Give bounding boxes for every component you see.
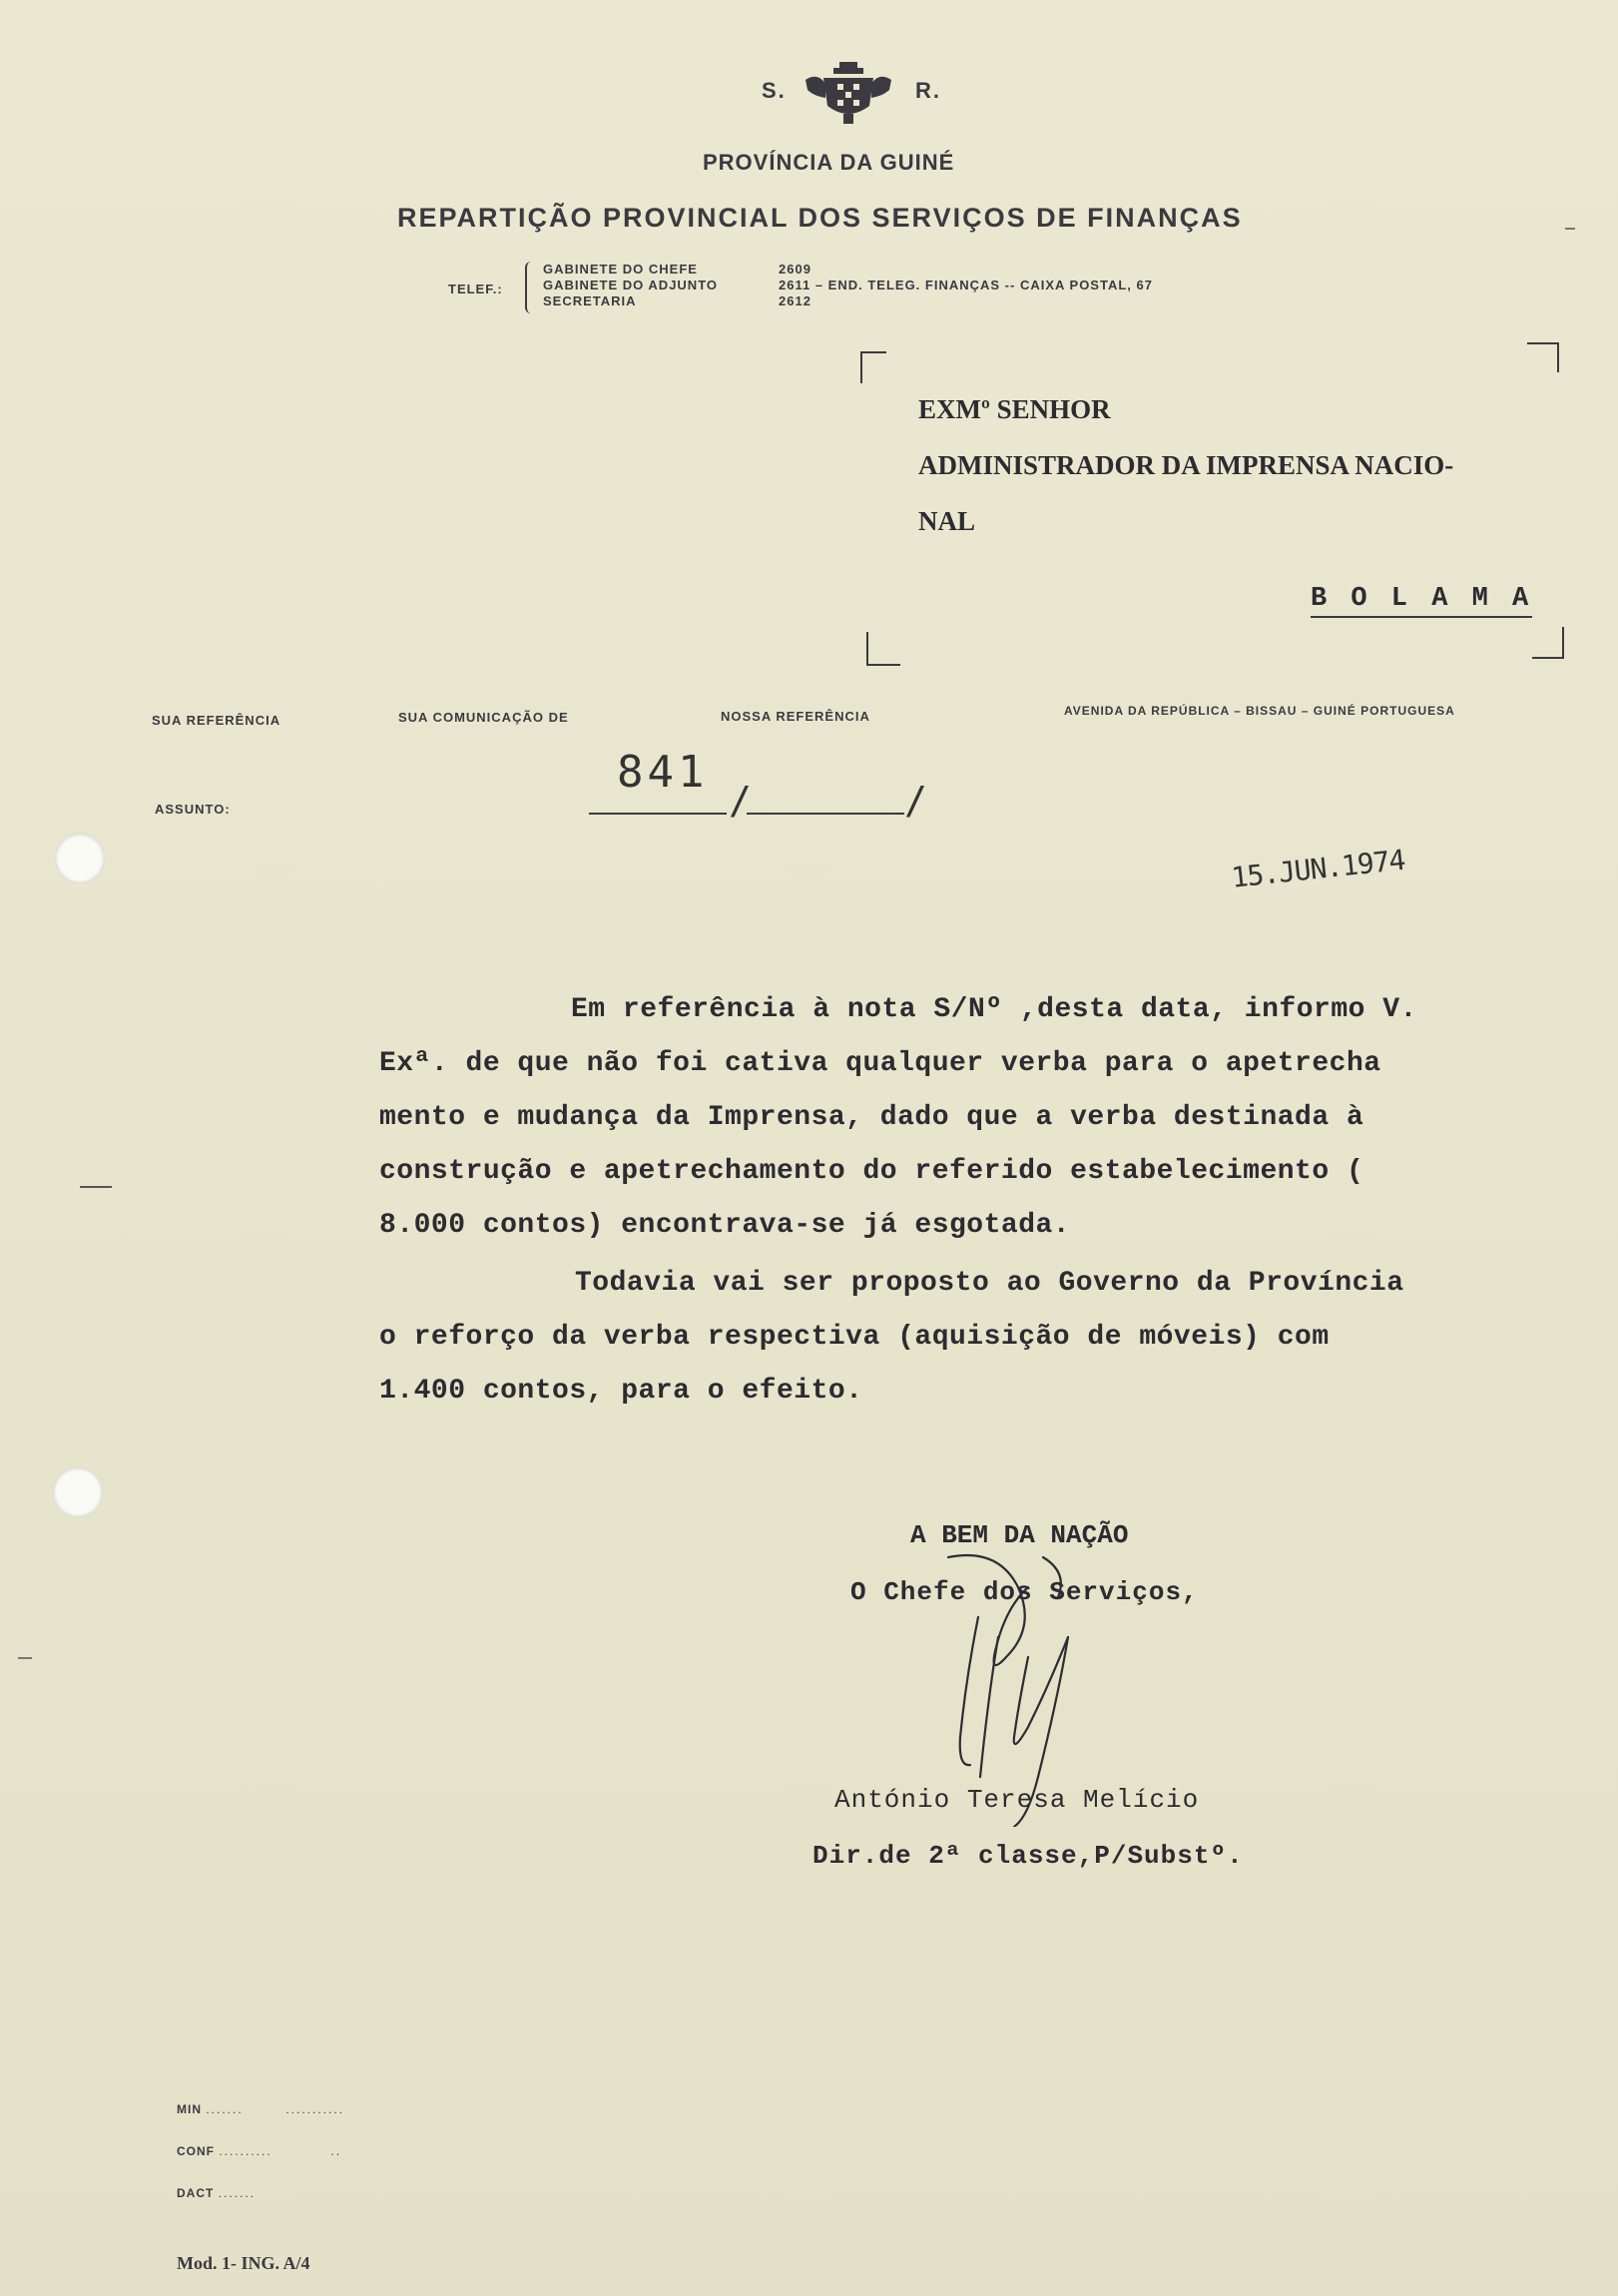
footer-min: MIN ....... ........... bbox=[177, 2102, 345, 2116]
window-corner-tl bbox=[860, 351, 886, 383]
phone-row: GABINETE DO CHEFE 2609 bbox=[543, 262, 811, 277]
body-line: 1.400 contos, para o efeito. bbox=[379, 1376, 863, 1407]
body-line: mento e mudança da Imprensa, dado que a verba destinada à bbox=[379, 1102, 1364, 1133]
body-line: 8.000 contos) encontrava-se já esgotada. bbox=[379, 1210, 1071, 1241]
reference-suffix-field bbox=[747, 747, 904, 815]
addressee-block bbox=[918, 381, 1453, 549]
body-line: Exª. de que não foi cativa qualquer verba para o apetrecha bbox=[379, 1048, 1381, 1079]
addressee-city: B O L A M A bbox=[1311, 584, 1532, 618]
letterhead-r: R. bbox=[915, 78, 941, 103]
phone-row: GABINETE DO ADJUNTO 2611 – END. TELEG. FINANÇAS -- CAIXA POSTAL, 67 bbox=[543, 278, 1153, 292]
telegraph-address: – END. TELEG. FINANÇAS -- CAIXA POSTAL, 67 bbox=[814, 278, 1153, 292]
footer-dact: DACT ....... bbox=[177, 2186, 257, 2200]
office-title: REPARTIÇÃO PROVINCIAL DOS SERVIÇOS DE FINANÇAS bbox=[397, 203, 1243, 233]
province-title: PROVÍNCIA DA GUINÉ bbox=[703, 150, 955, 175]
phone-row: SECRETARIA 2612 bbox=[543, 293, 811, 308]
phone-list bbox=[543, 262, 1153, 309]
reference-slash: / bbox=[904, 779, 927, 823]
sua-referencia-label: SUA REFERÊNCIA bbox=[152, 713, 281, 728]
margin-mark bbox=[1565, 228, 1575, 230]
window-corner-br bbox=[1532, 627, 1564, 659]
letterhead-s: S. bbox=[762, 78, 787, 103]
margin-mark bbox=[18, 1657, 32, 1659]
nossa-referencia-label: NOSSA REFERÊNCIA bbox=[721, 709, 870, 724]
sua-comunicacao-label: SUA COMUNICAÇÃO DE bbox=[398, 710, 569, 725]
punch-hole-bottom bbox=[53, 1467, 103, 1517]
letter-body bbox=[379, 983, 1537, 1419]
reference-number: 841 bbox=[617, 747, 709, 798]
footer-conf: CONF .......... .. bbox=[177, 2144, 342, 2158]
coat-of-arms-icon bbox=[804, 58, 893, 128]
body-line: Todavia vai ser proposto ao Governo da Província bbox=[575, 1268, 1404, 1299]
addressee-line: NAL bbox=[918, 506, 976, 536]
body-line: construção e apetrechamento do referido estabelecimento ( bbox=[379, 1156, 1364, 1187]
margin-mark bbox=[80, 1186, 112, 1188]
window-corner-tr bbox=[1527, 342, 1559, 372]
signatory-name: António Teresa Melício bbox=[834, 1785, 1200, 1815]
form-model-code: Mod. 1- ING. A/4 bbox=[177, 2253, 310, 2273]
paragraph bbox=[379, 1257, 1537, 1419]
office-address: AVENIDA DA REPÚBLICA – BISSAU – GUINÉ PORTUGUESA bbox=[1064, 704, 1455, 718]
reference-slash: / bbox=[729, 779, 752, 823]
telef-label: TELEF.: bbox=[448, 282, 503, 296]
paragraph bbox=[379, 983, 1537, 1253]
closing-role: O Chefe dos Serviços, bbox=[850, 1577, 1199, 1607]
signatory-title: Dir.de 2ª classe,P/Substº. bbox=[812, 1841, 1244, 1871]
date-stamp: 15.JUN.1974 bbox=[1230, 843, 1406, 894]
brace-icon bbox=[525, 262, 537, 313]
closing-salutation: A BEM DA NAÇÃO bbox=[910, 1520, 1129, 1550]
punch-hole-top bbox=[55, 834, 105, 883]
addressee-line: EXMº SENHOR bbox=[918, 394, 1111, 424]
body-line: o reforço da verba respectiva (aquisição de móveis) com bbox=[379, 1322, 1330, 1353]
window-corner-bl bbox=[866, 632, 900, 666]
addressee-line: ADMINISTRADOR DA IMPRENSA NACIO- bbox=[918, 450, 1454, 480]
handwritten-signature bbox=[918, 1527, 1148, 1827]
body-line: Em referência à nota S/Nº ,desta data, informo V. bbox=[571, 994, 1417, 1025]
assunto-label: ASSUNTO: bbox=[155, 802, 231, 817]
